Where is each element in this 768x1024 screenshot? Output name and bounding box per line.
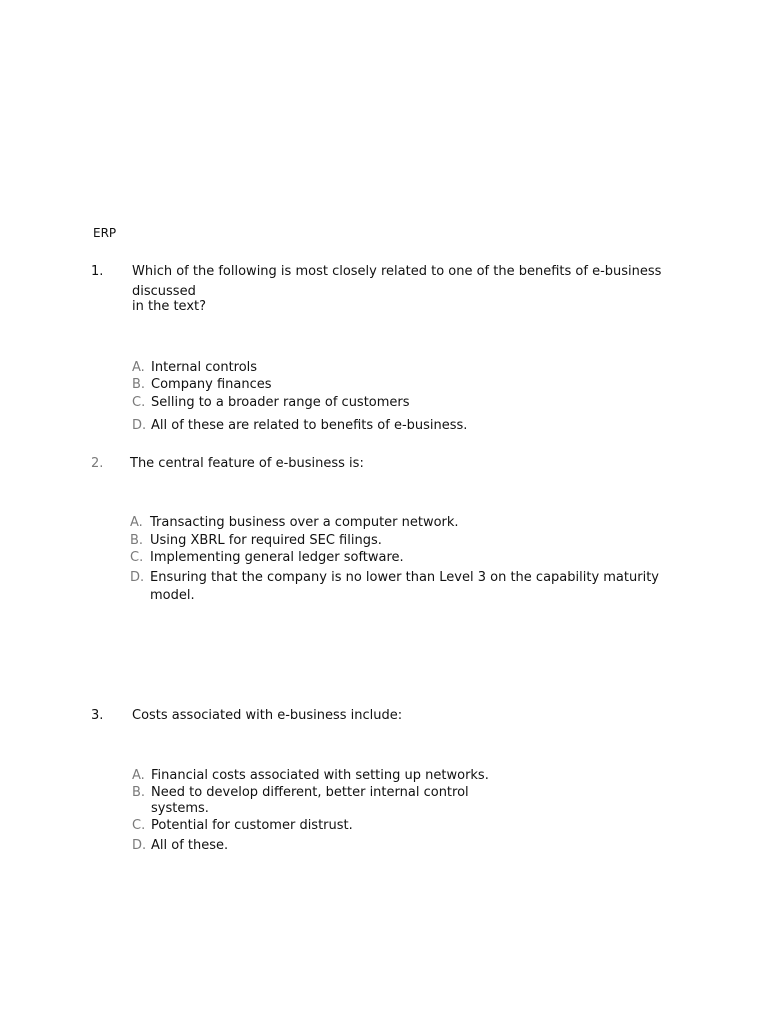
question-1-text-line-1: Which of the following is most closely related to one of the benefits of e-business bbox=[132, 264, 662, 279]
q3-option-c-letter: C. bbox=[132, 818, 146, 833]
q3-option-c-text: Potential for customer distrust. bbox=[151, 818, 353, 833]
q1-option-b-letter: B. bbox=[132, 377, 146, 392]
q1-option-c-letter: C. bbox=[132, 395, 146, 410]
question-1-text-line-2: discussed bbox=[132, 284, 196, 299]
document-title: ERP bbox=[93, 226, 117, 240]
q2-option-d-text-line-1: Ensuring that the company is no lower than Level 3 on the capability maturity bbox=[150, 570, 659, 585]
question-1-number: 1. bbox=[91, 264, 104, 279]
q3-option-a-text: Financial costs associated with setting up networks. bbox=[151, 768, 489, 783]
q2-option-a-letter: A. bbox=[130, 515, 143, 530]
q3-option-b-text-line-1: Need to develop different, better internal control bbox=[151, 785, 469, 800]
q1-option-a-text: Internal controls bbox=[151, 360, 258, 375]
q2-option-c-text: Implementing general ledger software. bbox=[150, 550, 404, 565]
q3-option-b-letter: B. bbox=[132, 785, 146, 800]
q3-option-d-text: All of these. bbox=[151, 838, 229, 853]
q2-option-a-text: Transacting business over a computer network. bbox=[150, 515, 459, 530]
q2-option-c-letter: C. bbox=[130, 550, 144, 565]
q1-option-b-text: Company finances bbox=[151, 377, 272, 392]
question-1-text-line-3: in the text? bbox=[132, 299, 207, 314]
question-3-number: 3. bbox=[91, 708, 104, 723]
q2-option-b-letter: B. bbox=[130, 533, 144, 548]
q3-option-a-letter: A. bbox=[132, 768, 145, 783]
question-2-number: 2. bbox=[91, 456, 104, 471]
q1-option-c-text: Selling to a broader range of customers bbox=[151, 395, 410, 410]
q1-option-d-letter: D. bbox=[132, 418, 147, 433]
q3-option-d-letter: D. bbox=[132, 838, 147, 853]
q2-option-d-text-line-2: model. bbox=[150, 588, 195, 603]
question-2-text-line-1: The central feature of e-business is: bbox=[130, 456, 364, 471]
q2-option-b-text: Using XBRL for required SEC filings. bbox=[150, 533, 382, 548]
q1-option-d-text: All of these are related to benefits of e-business. bbox=[151, 418, 468, 433]
question-3-text-line-1: Costs associated with e-business include: bbox=[132, 708, 403, 723]
q2-option-d-letter: D. bbox=[130, 570, 145, 585]
q1-option-a-letter: A. bbox=[132, 360, 145, 375]
q3-option-b-text-line-2: systems. bbox=[151, 801, 209, 816]
